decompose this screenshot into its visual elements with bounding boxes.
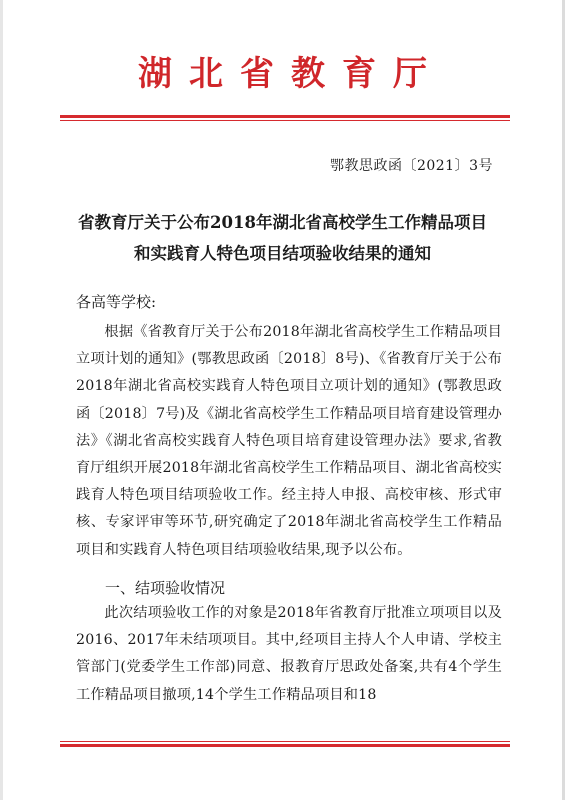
letterhead-rule-thick [60,115,510,118]
footer-rule-thin [60,741,510,742]
letterhead-title: 湖北省教育厅 [138,54,444,94]
body-paragraph-2: 此次结项验收工作的对象是2018年省教育厅批准立项项目以及2016、2017年未结项项目。其中,经项目主持人个人申请、学校主管部门(党委学生工作部)同意、报教育厅思政处备案,共有4个学生工作精品项目撤项,14个学生工作精品项目和18 [76,605,502,703]
footer-rule-thick [60,744,510,747]
title-line-1: 省教育厅关于公布2018年湖北省高校学生工作精品项目 [78,213,487,232]
letterhead-rule-thin [60,120,510,121]
document-title [40,207,525,269]
salutation: 各高等学校: [76,293,157,311]
document-number: 鄂教思政函〔2021〕3号 [329,158,493,174]
scan-edge-left [0,0,3,800]
body-paragraph-1: 根据《省教育厅关于公布2018年湖北省高校学生工作精品项目立项计划的通知》(鄂教思政函〔2018〕8号)、《省教育厅关于公布2018年湖北省高校实践育人特色项目立项计划的通知》(鄂教思政函〔2018〕7号)及《湖北省高校学生工作精品项目培育建设管理办法》《湖北省高校实践育人特色项目培育建设管理办法》要求,省教育厅组织开展2018年湖北省高校学生工作精品项目、湖北省高校实践育人特色项目结项验收工作。经主持人申报、高校审核、形式审核、专家评审等环节,研究确定了2018年湖北省高校学生工作精品项目和实践育人特色项目结项验收结果,现予以公布。 [76,324,502,558]
title-line-2: 和实践育人特色项目结项验收结果的通知 [134,244,431,263]
section-heading-1: 一、结项验收情况 [105,579,226,597]
